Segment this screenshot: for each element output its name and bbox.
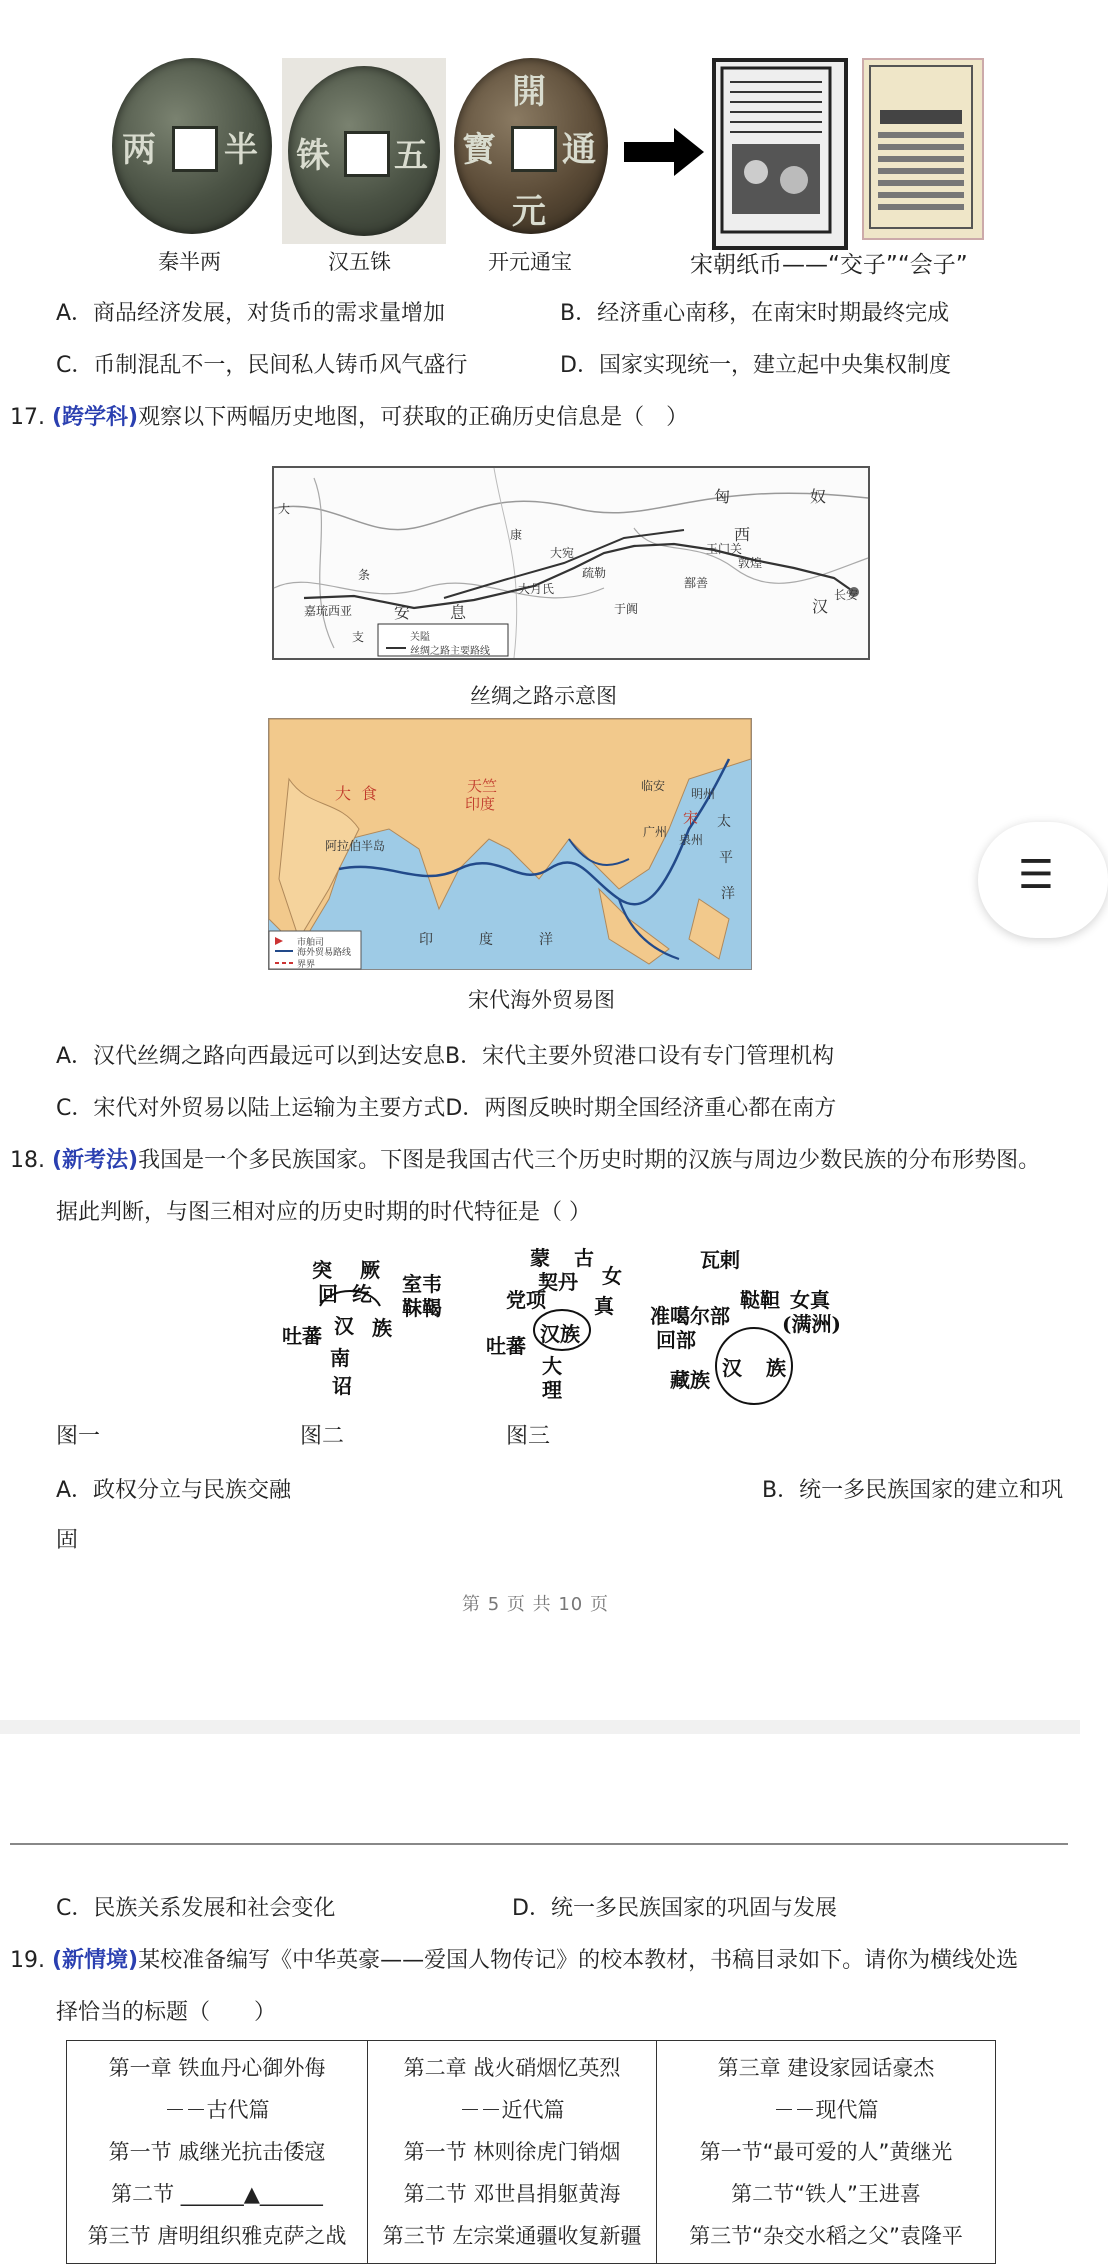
song-trade-map: 大 食 天竺 印度 宋 临安 明州 泉州 广州 阿拉伯半岛 太 平 洋 印 度 洋 市舶司 海外贸易路线 界界: [268, 718, 752, 970]
arrow-right-icon: [624, 128, 704, 176]
q16-option-b[interactable]: B．经济重心南移，在南宋时期最终完成: [560, 301, 950, 326]
coins-figure: [0, 0, 1080, 285]
page-footer: 第 5 页 共 10 页: [462, 1594, 609, 1615]
banknote-label: 宋朝纸币——“交子”“会子”: [690, 252, 968, 278]
q16-option-c[interactable]: C．币制混乱不一，民间私人铸币风气盛行: [56, 353, 468, 378]
han-wuzhu-coin: 铢 五: [282, 58, 446, 244]
q18-number: 18.: [10, 1148, 45, 1173]
q17-text: 观察以下两幅历史地图，可获取的正确历史信息是（ ）: [138, 405, 689, 430]
toc-col-ancient: 第一章 铁血丹心御外侮 －－古代篇 第一节 戚继光抗击倭寇 第二节 ______▲______ 第三节 唐明组织雅克萨之战: [67, 2041, 368, 2264]
huizi-banknote: [862, 58, 984, 240]
q18-tag: (新考法): [52, 1148, 139, 1173]
figure-label-2: 图二: [300, 1424, 345, 1449]
ethnic-diagram-1: 突 厥 回 纥 室韦 靺鞨 吐蕃 汉 族 南 诏: [282, 1258, 442, 1398]
q18-option-c[interactable]: C．民族关系发展和社会变化: [56, 1896, 336, 1921]
q18-option-b-cont: 固: [56, 1528, 79, 1553]
q19-number: 19.: [10, 1948, 45, 1973]
q18-stem-line2: 据此判断，与图三相对应的历史时期的时代特征是（ ）: [56, 1200, 591, 1225]
q19-tag: (新情境): [52, 1948, 139, 1973]
coin-label-kaiyuan: 开元通宝: [488, 250, 572, 274]
ethnic-diagram-2: 蒙 古 女 契丹 党项 真 吐蕃 汉族 大 理: [486, 1246, 622, 1402]
q19-stem-line2: 择恰当的标题（ ）: [56, 2000, 277, 2025]
qin-banliang-coin: 两 半: [112, 58, 272, 234]
q18-text: 我国是一个多民族国家。下图是我国古代三个历史时期的汉族与周边少数民族的分布形势图。: [138, 1148, 1041, 1173]
q18-option-d[interactable]: D．统一多民族国家的巩固与发展: [512, 1896, 837, 1921]
toc-table-wrap: [66, 2040, 1014, 2248]
ethnic-diagram-3: 瓦剌 鞑靼 女真 (满洲) 准噶尔部 回部 藏族 汉 族: [650, 1244, 850, 1414]
q16-option-d[interactable]: D．国家实现统一，建立起中央集权制度: [560, 353, 951, 378]
toc-blank-field[interactable]: 第二节 ______▲______: [111, 2182, 323, 2206]
coin-label-qin: 秦半两: [158, 250, 221, 274]
q18-stem: [10, 1146, 1040, 1176]
q19-stem: [10, 1946, 1018, 1976]
q17-option-cd[interactable]: C．宋代对外贸易以陆上运输为主要方式D．两图反映时期全国经济重心都在南方: [56, 1096, 837, 1121]
q17-number: 17.: [10, 405, 45, 430]
menu-icon: ☰: [1018, 852, 1054, 898]
figure-label-3: 图三: [506, 1424, 551, 1449]
q19-text: 某校准备编写《中华英豪——爱国人物传记》的校本教材，书稿目录如下。请你为横线处选: [138, 1948, 1019, 1973]
toc-table: [66, 2040, 996, 2264]
q18-option-a[interactable]: A．政权分立与民族交融: [56, 1478, 292, 1503]
page-gap: [0, 1720, 1080, 1734]
q17-option-ab[interactable]: A．汉代丝绸之路向西最远可以到达安息B．宋代主要外贸港口设有专门管理机构: [56, 1044, 835, 1069]
silk-road-map-caption: 丝绸之路示意图: [470, 684, 617, 708]
figure-label-1: 图一: [56, 1424, 101, 1449]
toc-col-contemporary: 第三章 建设家园话豪杰 －－现代篇 第一节“最可爱的人”黄继光 第二节“铁人”王进喜 第三节“杂交水稻之父”袁隆平: [657, 2041, 996, 2264]
toc-col-modern: 第二章 战火硝烟忆英烈 －－近代篇 第一节 林则徐虎门销烟 第二节 邓世昌捐躯黄海 第三节 左宗棠通疆收复新疆: [368, 2041, 657, 2264]
q18-option-b[interactable]: B．统一多民族国家的建立和巩: [762, 1478, 1064, 1503]
floating-menu-button[interactable]: [978, 822, 1108, 938]
kaiyuan-tongbao-coin: 開 通 寳 元: [454, 58, 608, 234]
q17-tag: (跨学科): [52, 405, 139, 430]
page-top-rule: [10, 1843, 1068, 1845]
song-trade-map-caption: 宋代海外贸易图: [468, 988, 615, 1012]
q16-option-a[interactable]: A．商品经济发展，对货币的需求量增加: [56, 301, 446, 326]
jiaozi-banknote: [712, 58, 848, 250]
coin-label-han: 汉五铢: [328, 250, 391, 274]
silk-road-map: 匈 奴 西 汉 安 息 大 长安 玉门关 敦煌 大宛 康 条 支 疏勒 大月氏 于阗 鄯善 嘉琉西亚 关隘 丝绸之路主要路线: [272, 466, 870, 660]
q17-stem: [10, 403, 688, 433]
